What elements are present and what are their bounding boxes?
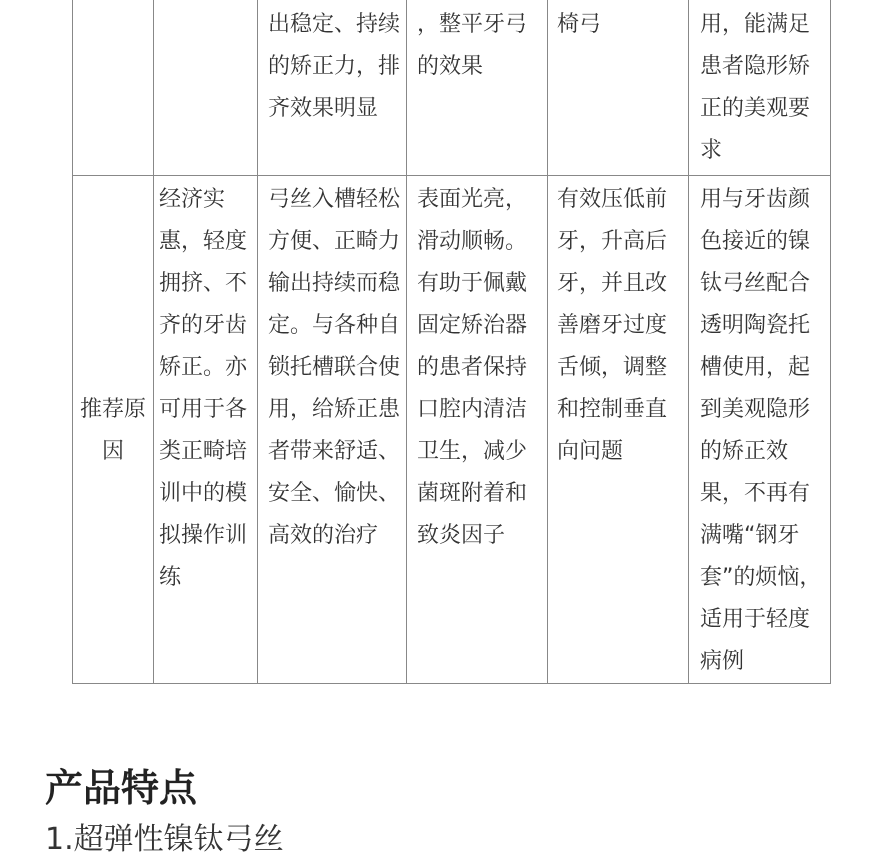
table-cell: 用与牙齿颜色接近的镍钛弓丝配合透明陶瓷托槽使用，起到美观隐形的矫正效果，不再有满嘴“钢牙套”的烦恼，适用于轻度病例 [689, 176, 831, 684]
table-cell: 有效压低前牙，升高后牙，并且改善磨牙过度舌倾，调整和控制垂直向问题 [548, 176, 689, 684]
table-cell: 经济实惠，轻度拥挤、不齐的牙齿矫正。亦可用于各类正畸培训中的模拟操作训练 [154, 176, 258, 684]
comparison-table [72, 0, 831, 684]
table-cell: ，整平牙弓的效果 [407, 0, 548, 176]
table-cell: 弓丝入槽轻松方便、正畸力输出持续而稳定。与各种自锁托槽联合使用，给矫正患者带来舒适、安全、愉快、高效的治疗 [258, 176, 407, 684]
table-cell-row-label: 推荐原因 [73, 176, 154, 684]
table-cell: 椅弓 [548, 0, 689, 176]
table-cell: 表面光亮，滑动顺畅。有助于佩戴固定矫治器的患者保持口腔内清洁卫生，减少菌斑附着和致炎因子 [407, 176, 548, 684]
table-cell [154, 0, 258, 176]
table-cell-row-label [73, 0, 154, 176]
table-row [73, 176, 831, 684]
section-title: 产品特点 [45, 766, 198, 810]
section-subtitle: 1.超弹性镍钛弓丝 [45, 822, 284, 857]
table-cell: 用，能满足患者隐形矫正的美观要求 [689, 0, 831, 176]
table-cell: 出稳定、持续的矫正力，排齐效果明显 [258, 0, 407, 176]
table-row [73, 0, 831, 176]
